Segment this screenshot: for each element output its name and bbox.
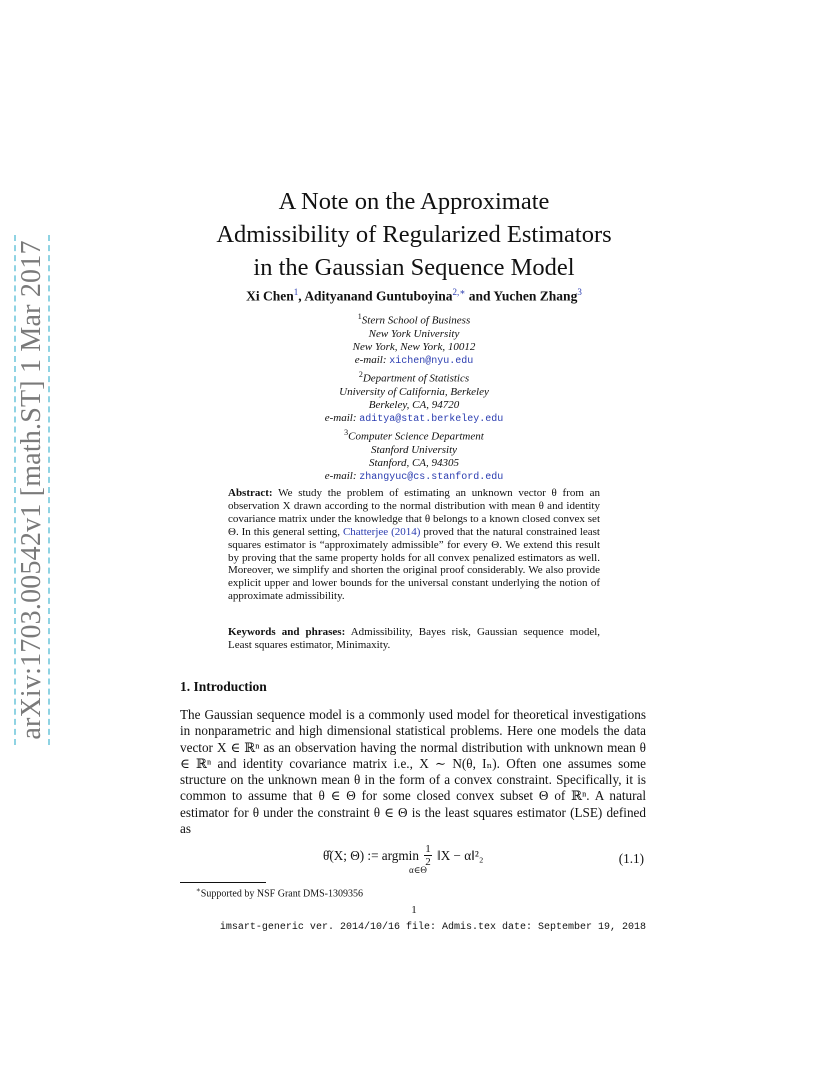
affiliation-block: [250, 426, 578, 484]
affiliation-line: New York, New York, 10012: [352, 340, 476, 353]
affiliation-block: [250, 310, 578, 368]
author-separator: ,: [298, 288, 305, 304]
email-link[interactable]: aditya@stat.berkeley.edu: [359, 413, 504, 425]
argmin-subscript: α∈Θ: [409, 865, 427, 875]
footnote-text: Supported by NSF Grant DMS-1309356: [200, 888, 363, 900]
affiliation-number: 1: [357, 312, 362, 321]
fraction-denominator: 2: [425, 856, 431, 868]
affiliation-mark[interactable]: 1: [293, 287, 299, 297]
title-line: Admissibility of Regularized Estimators: [216, 221, 612, 248]
footnote: [196, 886, 363, 899]
abstract-label: Abstract:: [228, 487, 273, 499]
equation-1-1: [180, 843, 646, 879]
footnote-divider: [180, 882, 266, 883]
email-link[interactable]: zhangyuc@cs.stanford.edu: [359, 471, 504, 483]
section-heading: 1. Introduction: [180, 679, 267, 694]
document-footer: imsart-generic ver. 2014/10/16 file: Admis.tex date: September 19, 2018: [219, 922, 646, 933]
affiliation-line: University of California, Berkeley: [339, 385, 489, 398]
equation-number: (1.1): [618, 851, 644, 866]
affiliation-mark[interactable]: 3: [577, 287, 582, 297]
affiliation-mark[interactable]: 2,∗: [452, 287, 466, 297]
page-number: 1: [411, 904, 417, 916]
abstract: [228, 487, 600, 603]
affiliation-line: Berkeley, CA, 94720: [368, 398, 460, 411]
author-name: Yuchen Zhang: [493, 288, 578, 304]
author-separator: and: [465, 288, 494, 304]
fraction-numerator: 1: [425, 843, 431, 855]
arxiv-identifier: arXiv:1703.00542v1 [math.ST] 1 Mar 2017: [16, 240, 47, 740]
intro-paragraph: The Gaussian sequence model is a commonly used model for theoretical investigations in nonparametric and high dimensional statistical problems. Here one models the data vector X ∈ ℝⁿ as an observation having the normal distribution with unknown mean θ ∈ ℝⁿ and identity covariance matrix i.e., X ∼ N(θ, Iₙ). Often one assumes some structure on the unknown mean θ in the form of a convex constraint. Specifically, it is common to assume that θ ∈ Θ for some closed convex subset Θ of ℝⁿ. A natural estimator for θ under the constraint θ ∈ Θ is the least squares estimator (LSE) defined as: [180, 707, 646, 837]
equation-rhs: ‖X − α‖²₂: [437, 847, 484, 863]
email-label: e-mail:: [354, 353, 390, 366]
email-label: e-mail:: [324, 411, 360, 424]
affiliation-block: [250, 368, 578, 426]
affiliation-number: 3: [344, 428, 349, 437]
affiliation-number: 2: [358, 370, 363, 379]
keywords: [228, 626, 600, 652]
author-list: [150, 287, 678, 305]
footnote-mark: ∗: [196, 886, 201, 894]
author-name: Xi Chen: [246, 288, 294, 304]
author-name: Adityanand Guntuboyina: [304, 288, 453, 304]
affiliation-line: Computer Science Department: [348, 430, 484, 443]
affiliation-line: Stern School of Business: [361, 314, 471, 327]
citation-link[interactable]: Chatterjee (2014): [342, 525, 421, 538]
affiliation-line: Stanford, CA, 94305: [368, 456, 460, 469]
paper-title: [150, 185, 678, 284]
keywords-text: Admissibility, Bayes risk, Gaussian sequence model, Least squares estimator, Minimaxity.: [228, 626, 601, 651]
equation-lhs: θ̂(X; Θ) := argmin: [323, 847, 419, 863]
email-link[interactable]: xichen@nyu.edu: [389, 355, 474, 367]
email-label: e-mail:: [324, 469, 360, 482]
affiliation-line: Department of Statistics: [362, 372, 470, 385]
title-line: A Note on the Approximate: [278, 188, 550, 215]
title-line: in the Gaussian Sequence Model: [253, 254, 575, 281]
arxiv-stamp: [14, 235, 50, 745]
equation-body: [323, 843, 484, 875]
affiliation-line: New York University: [368, 327, 460, 340]
abstract-text: We study the problem of estimating an unknown vector θ from an observation X drawn according to the normal distribution with mean θ and identity covariance matrix under the knowledge that θ belongs to a known closed convex set Θ. In this general setting,: [228, 487, 600, 538]
abstract-text: proved that the natural constrained least squares estimator is “approximately admissible” for every Θ. We extend this result by proving that the same property holds for all convex penalized estimators as well. Moreover, we simplify and shorten the original proof considerably. We also provide explicit upper and lower bounds for the universal constant underlying the notion of approximate admissibility.: [228, 525, 600, 603]
affiliation-line: Stanford University: [370, 443, 458, 456]
keywords-label: Keywords and phrases:: [228, 626, 346, 638]
